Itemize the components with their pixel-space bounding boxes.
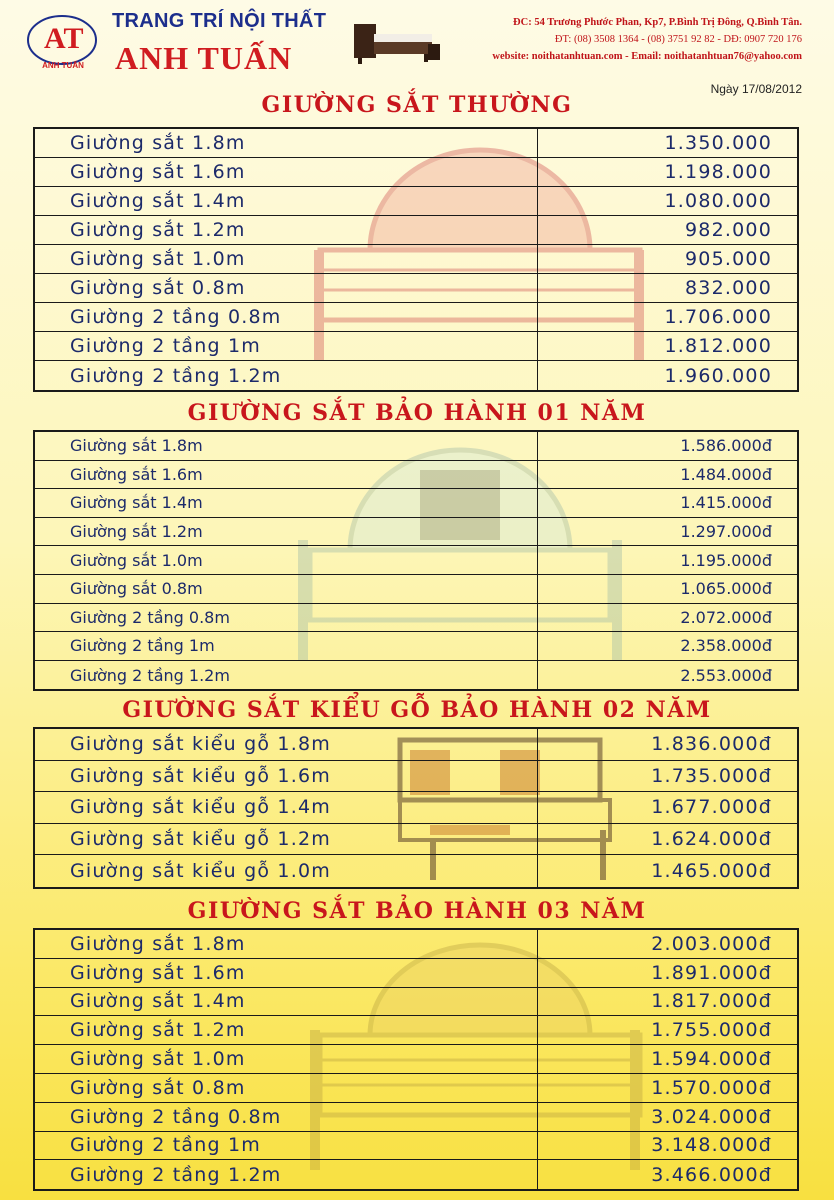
product-price: 1.586.000đ [680, 436, 772, 456]
product-price: 832.000 [685, 277, 772, 299]
table-row [35, 187, 797, 216]
contact-info [492, 14, 802, 65]
product-name: Giường 2 tầng 1m [35, 332, 538, 360]
product-price: 1.570.000đ [651, 1076, 772, 1099]
product-name: Giường 2 tầng 1.2m [35, 661, 538, 690]
bed-illustration-icon [350, 18, 442, 66]
product-price: 1.677.000đ [651, 796, 772, 819]
product-price: 2.003.000đ [651, 932, 772, 955]
product-name: Giường sắt kiểu gỗ 1.4m [35, 792, 538, 823]
table-row [35, 988, 797, 1017]
product-price: 2.072.000đ [680, 607, 772, 627]
product-price: 1.297.000đ [680, 522, 772, 542]
section-title-regular: GIƯỜNG SẮT THƯỜNG [261, 92, 573, 118]
product-name: Giường 2 tầng 1.2m [35, 1160, 538, 1189]
table-row [35, 575, 797, 604]
product-price: 3.148.000đ [651, 1134, 772, 1157]
table-row [35, 761, 797, 793]
product-price: 982.000 [685, 219, 772, 241]
product-name: Giường 2 tầng 1m [35, 632, 538, 660]
table-row [35, 855, 797, 887]
product-name: Giường sắt 0.8m [35, 575, 538, 603]
table-row [35, 824, 797, 856]
product-price: 1.594.000đ [651, 1048, 772, 1071]
table-row [35, 158, 797, 187]
product-name: Giường sắt 1.4m [35, 489, 538, 517]
product-price: 1.484.000đ [680, 464, 772, 484]
product-name: Giường 2 tầng 1.2m [35, 361, 538, 390]
product-price: 1.080.000 [664, 190, 772, 212]
product-name: Giường 2 tầng 0.8m [35, 1103, 538, 1131]
product-name: Giường sắt kiểu gỗ 1.0m [35, 855, 538, 887]
product-name: Giường sắt 1.2m [35, 518, 538, 546]
price-table-warranty-1yr [33, 430, 799, 691]
product-price: 1.415.000đ [680, 493, 772, 513]
product-name: Giường sắt 1.8m [35, 432, 538, 460]
product-name: Giường sắt 0.8m [35, 1074, 538, 1102]
price-table-regular [33, 127, 799, 392]
product-price: 1.465.000đ [651, 860, 772, 883]
product-price: 3.466.000đ [651, 1163, 772, 1186]
table-row [35, 518, 797, 547]
table-row [35, 959, 797, 988]
product-name: Giường sắt 1.0m [35, 1045, 538, 1073]
product-name: Giường sắt 1.0m [35, 245, 538, 273]
product-name: Giường sắt 0.8m [35, 274, 538, 302]
table-row [35, 1016, 797, 1045]
product-name: Giường sắt 1.6m [35, 461, 538, 489]
table-row [35, 432, 797, 461]
product-price: 1.755.000đ [651, 1019, 772, 1042]
product-price: 1.624.000đ [651, 828, 772, 851]
product-name: Giường sắt 1.6m [35, 158, 538, 186]
product-name: Giường 2 tầng 0.8m [35, 604, 538, 632]
table-row [35, 129, 797, 158]
product-price: 1.198.000 [664, 161, 772, 183]
product-name: Giường sắt 1.0m [35, 546, 538, 574]
company-logo [24, 10, 102, 72]
table-row [35, 1045, 797, 1074]
table-row [35, 1103, 797, 1132]
product-name: Giường sắt 1.2m [35, 1016, 538, 1044]
product-price: 1.836.000đ [651, 733, 772, 756]
address: ĐC: 54 Trương Phước Phan, Kp7, P.Bình Trị Đông, Q.Bình Tân. [513, 17, 802, 28]
product-price: 2.553.000đ [680, 665, 772, 685]
product-name: Giường sắt 1.4m [35, 988, 538, 1016]
brand-name: ANH TUẤN [115, 40, 293, 76]
product-name: Giường sắt 1.8m [35, 930, 538, 958]
table-row [35, 361, 797, 390]
product-price: 1.195.000đ [680, 550, 772, 570]
product-price: 3.024.000đ [651, 1105, 772, 1128]
phone-numbers: ĐT: (08) 3508 1364 - (08) 3751 92 82 - DĐ: 0907 720 176 [554, 34, 802, 45]
product-name: Giường sắt kiểu gỗ 1.6m [35, 761, 538, 792]
table-row [35, 461, 797, 490]
website-email: website: noithatanhtuan.com - Email: noithatanhtuan76@yahoo.com [492, 51, 802, 62]
product-name: Giường 2 tầng 0.8m [35, 303, 538, 331]
product-name: Giường sắt kiểu gỗ 1.8m [35, 729, 538, 760]
brand-tagline: TRANG TRÍ NỘI THẤT [112, 10, 327, 32]
table-row [35, 792, 797, 824]
table-row [35, 546, 797, 575]
table-row [35, 303, 797, 332]
table-row [35, 729, 797, 761]
price-list-date: Ngày 17/08/2012 [710, 82, 802, 96]
product-price: 1.891.000đ [651, 961, 772, 984]
table-row [35, 604, 797, 633]
product-price: 1.812.000 [664, 335, 772, 357]
product-price: 905.000 [685, 248, 772, 270]
product-price: 1.706.000 [664, 306, 772, 328]
table-row [35, 632, 797, 661]
product-price: 1.735.000đ [651, 764, 772, 787]
table-row [35, 1074, 797, 1103]
product-name: Giường 2 tầng 1m [35, 1132, 538, 1160]
price-table-wood-style-2yr [33, 727, 799, 889]
section-title-warranty-1yr: GIƯỜNG SẮT BẢO HÀNH 01 NĂM [187, 400, 647, 426]
table-row [35, 245, 797, 274]
product-name: Giường sắt 1.4m [35, 187, 538, 215]
product-name: Giường sắt kiểu gỗ 1.2m [35, 824, 538, 855]
section-title-wood-style-2yr: GIƯỜNG SẮT KIỂU GỖ BẢO HÀNH 02 NĂM [122, 697, 712, 723]
product-name: Giường sắt 1.2m [35, 216, 538, 244]
table-row [35, 332, 797, 361]
product-name: Giường sắt 1.6m [35, 959, 538, 987]
product-price: 2.358.000đ [680, 636, 772, 656]
table-row [35, 1132, 797, 1161]
table-row [35, 661, 797, 690]
product-name: Giường sắt 1.8m [35, 129, 538, 157]
logo-letters: AT [44, 22, 84, 55]
logo-caption: ANH TUẤN [42, 61, 84, 70]
table-row [35, 216, 797, 245]
table-row [35, 930, 797, 959]
product-price: 1.817.000đ [651, 990, 772, 1013]
section-title-warranty-3yr: GIƯỜNG SẮT BẢO HÀNH 03 NĂM [187, 898, 647, 924]
product-price: 1.960.000 [664, 364, 772, 387]
table-row [35, 1160, 797, 1189]
product-price: 1.350.000 [664, 132, 772, 154]
product-price: 1.065.000đ [680, 579, 772, 599]
table-row [35, 489, 797, 518]
table-row [35, 274, 797, 303]
price-table-warranty-3yr [33, 928, 799, 1191]
